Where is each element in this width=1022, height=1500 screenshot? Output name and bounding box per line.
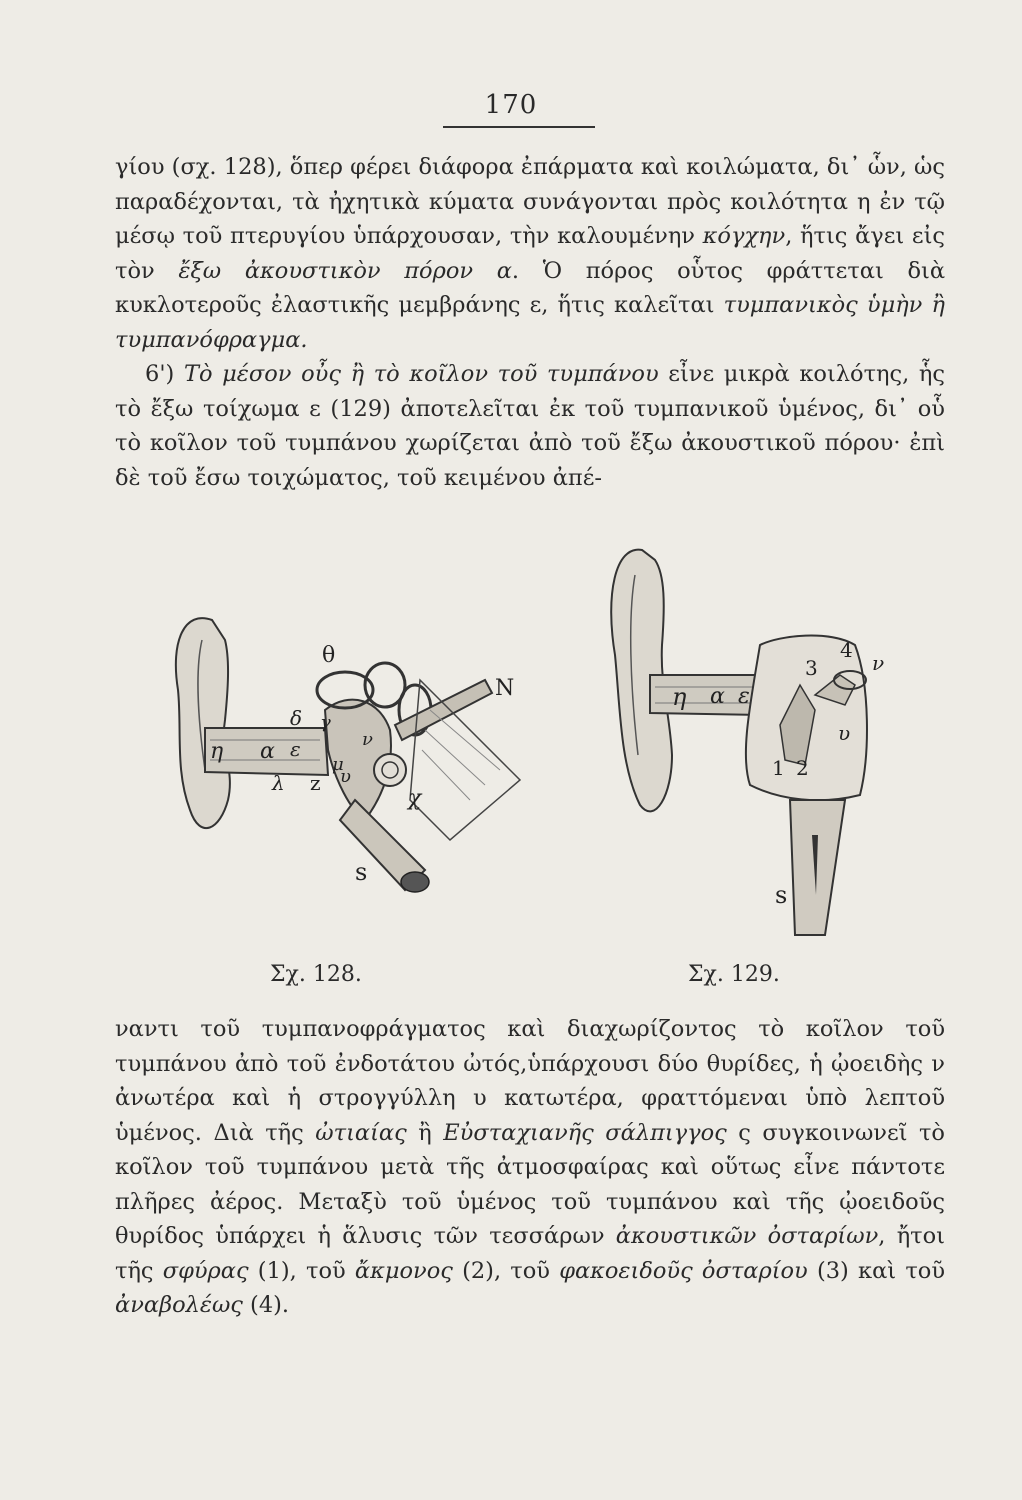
term-poros: ἔξω ἀκουστικὸν πόρον α [178, 257, 512, 284]
label-z: z [310, 771, 321, 795]
label-2: 2 [796, 756, 809, 780]
term-meson-ous: Τὸ μέσον οὖς ἢ τὸ κοῖλον τοῦ τυμπάνου [183, 361, 659, 387]
label-epsilon: ε [290, 737, 301, 761]
figure-129 [600, 535, 920, 955]
label-eta: η [672, 683, 687, 711]
ear-diagram-129 [600, 535, 920, 955]
lower-text [115, 1012, 945, 1323]
label-epsilon: ε [738, 684, 750, 709]
text-run: γίου (σχ. 128), ὅπερ φέρει διάφορα ἐπάρματα καὶ κοιλώματα, δι᾽ ὧν, ὡς παραδέχονται, τὰ ἠχητικὰ κύματα συνάγονται πρὸς κοιλότητα η ἐν τῷ μέσῳ τοῦ πτερυγίου ὑπάρχουσαν, τὴν καλουμένην [115, 154, 945, 249]
label-chi: χ [408, 786, 422, 811]
term-tympanon: τυμπανικὸς ὑμὴν ἢ τυμπανόφραγμα. [115, 292, 945, 353]
text-run: , ἥτις ἄγει εἰς τὸν [115, 223, 945, 284]
text-run: 6') [145, 361, 184, 387]
label-upsilon: υ [838, 721, 851, 745]
label-upsilon: υ [340, 766, 351, 787]
text-run: . Ὁ πόρος οὗτος φράττεται διὰ κυκλοτεροῦς ἐλαστικῆς μεμβράνης ε, ἥτις καλεῖται [115, 257, 946, 318]
term-akmon: ἄκμονος [354, 1257, 453, 1284]
label-nu: ν [362, 729, 373, 750]
upper-text [115, 150, 945, 495]
term-anavoleus: ἀναβολέως [115, 1292, 243, 1318]
header-rule [443, 126, 595, 128]
label-mu: μ [332, 754, 344, 775]
label-lambda: λ [272, 771, 285, 795]
text-run: εἶνε μικρὰ κοιλότης, ἧς τὸ ἔξω τοίχωμα ε (129) ἀποτελεῖται ἐκ τοῦ τυμπανικοῦ ὑμένος, δι᾽ οὗ τὸ κοῖλον τοῦ τυμπάνου χωρίζεται ἀπὸ τοῦ ἔξω ἀκουστικοῦ πόρου· ἐπὶ δὲ τοῦ ἔσω τοιχώματος, τοῦ κειμένου ἀπέ- [115, 361, 946, 491]
paragraph-middle-ear [115, 357, 945, 495]
text-run: (4). [242, 1292, 290, 1318]
label-s: s [775, 881, 788, 909]
label-4: 4 [840, 638, 853, 662]
caption-128: Σχ. 128. [270, 962, 362, 987]
label-gamma: γ [320, 712, 331, 733]
label-s: s [355, 858, 368, 886]
label-3: 3 [805, 656, 818, 680]
text-run: (3) καὶ τοῦ [807, 1257, 946, 1284]
label-alpha: α [260, 739, 275, 764]
label-alpha: α [710, 684, 725, 709]
label-1: 1 [772, 756, 785, 780]
label-eta: η [210, 739, 224, 764]
paragraph-outer-ear [115, 150, 945, 357]
text-run: (2), τοῦ [452, 1257, 560, 1284]
term-sfyra: σφύρας [162, 1257, 249, 1284]
label-nu: ν [872, 651, 885, 675]
label-theta: θ [322, 643, 336, 668]
label-delta: δ [290, 706, 303, 730]
figure-128 [150, 600, 530, 920]
term-konche: κόγχην [702, 223, 786, 249]
term-fakoeides: φακοειδοῦς ὀσταρίου [559, 1257, 808, 1284]
text-run: , ἤτοι τῆς [115, 1223, 945, 1284]
term-ostaria: ἀκουστικῶν ὀσταρίων [615, 1223, 879, 1249]
caption-129: Σχ. 129. [688, 962, 780, 987]
term-otiaias: ὠτιαίας [315, 1119, 407, 1146]
text-run: ἢ [406, 1119, 444, 1146]
text-run: ς συγκοινωνεῖ τὸ κοῖλον τοῦ τυμπάνου μετὰ τῆς ἀτμοσφαίρας καὶ οὕτως εἶνε πάντοτε πλῆρες ἀέρος. Μεταξὺ τοῦ ὑμένος τοῦ τυμπάνου καὶ τῆς ᾠοειδοῦς θυρίδος ὑπάρχει ἡ ἅλυσις τῶν τεσσάρων [115, 1119, 945, 1249]
label-N: N [495, 676, 515, 701]
page-number: 170 [484, 90, 538, 120]
ear-diagram-128 [150, 600, 530, 920]
term-eustachian: Εὐσταχιανῆς σάλπιγγος [443, 1119, 727, 1146]
text-run: ναντι τοῦ τυμπανοφράγματος καὶ διαχωρίζοντος τὸ κοῖλον τοῦ τυμπάνου ἀπὸ τοῦ ἐνδοτάτου ὠτός,ὑπάρχουσι δύο θυρίδες, ἡ ᾠοειδὴς ν ἀνωτέρα καὶ ἡ στρογγύλλη υ κατωτέρα, φραττόμεναι ὑπὸ λεπτοῦ ὑμένος. Διὰ τῆς [115, 1016, 945, 1146]
text-run: (1), τοῦ [248, 1257, 355, 1284]
paragraph-windows-ossicles [115, 1012, 945, 1323]
